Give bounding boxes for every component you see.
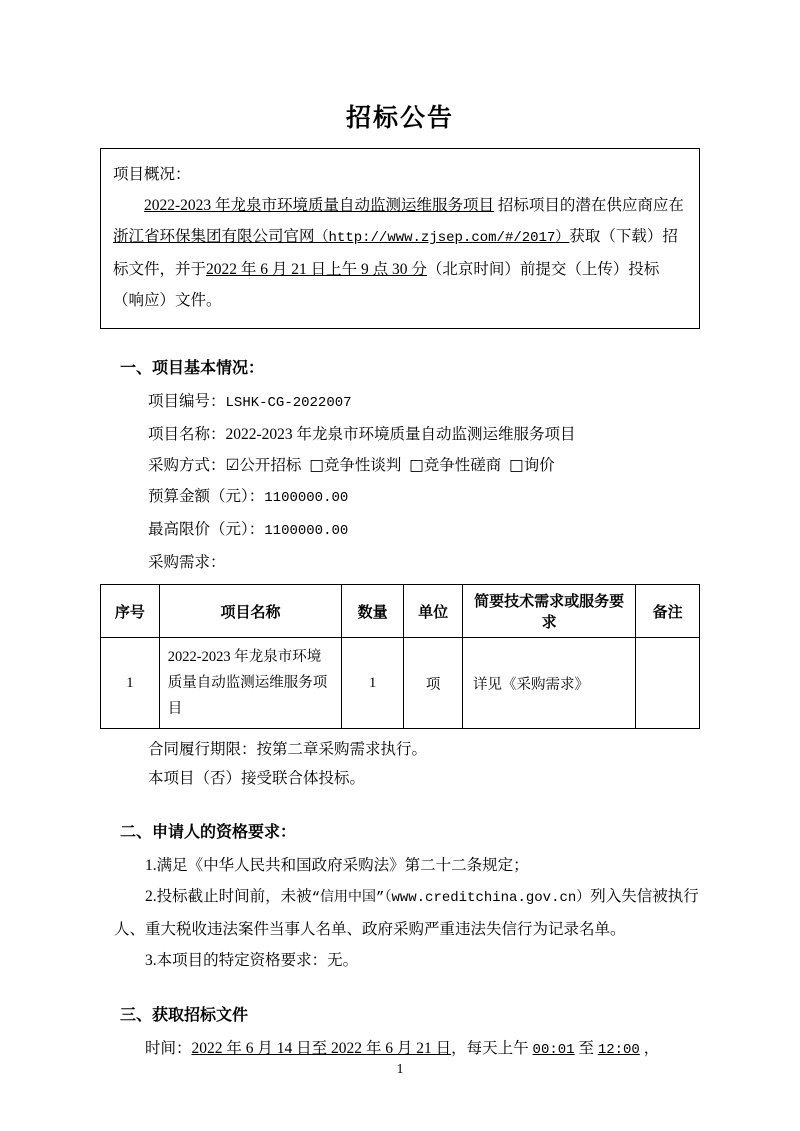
cell-unit: 项 <box>404 638 463 729</box>
project-overview-box <box>100 148 700 329</box>
qualification-item-2 <box>114 881 700 945</box>
field-label: 采购方式： <box>148 457 226 474</box>
time-start: 00:01 <box>532 1042 575 1058</box>
overview-project-name: 2022-2023 年龙泉市环境质量自动监测运维服务项目 <box>144 197 495 214</box>
column-header-note: 备注 <box>636 585 700 638</box>
checkbox-competitive-negotiation[interactable]: □ <box>309 456 324 474</box>
time-tail: ， <box>639 1040 660 1057</box>
field-procurement-method <box>148 450 700 481</box>
qualification-credit-china: “信用中国”（www.creditchina.gov.cn） <box>311 890 591 906</box>
checkbox-open-tender[interactable]: ☑ <box>225 456 240 474</box>
overview-text-7: （北京时间）前提交（上传）投标（响应）文件。 <box>113 261 660 309</box>
checkbox-competitive-consultation[interactable]: □ <box>409 456 424 474</box>
overview-website-url: （http://www.zjsep.com/#/2017） <box>314 230 570 246</box>
cell-note <box>636 638 700 729</box>
field-value: 2022-2023 年龙泉市环境质量自动监测运维服务项目 <box>225 426 576 443</box>
field-label: 最高限价（元）： <box>148 521 265 538</box>
checkbox-label-inquiry: 询价 <box>523 457 555 474</box>
column-header-unit: 单位 <box>404 585 463 638</box>
table-header-row <box>101 585 700 638</box>
field-label: 项目名称： <box>148 426 226 443</box>
overview-deadline: 2022 年 6 月 21 日上午 9 点 30 分 <box>206 261 427 278</box>
page-number: 1 <box>396 1062 404 1077</box>
field-max-price <box>148 514 700 547</box>
column-header-qty: 数量 <box>342 585 404 638</box>
field-project-name <box>148 419 700 450</box>
overview-website-name: 浙江省环保集团有限公司官网 <box>113 228 315 245</box>
checkbox-label-competitive-consultation: 竞争性磋商 <box>423 457 502 474</box>
time-to: 至 <box>574 1040 598 1057</box>
overview-heading: 项目概况： <box>113 166 191 183</box>
contract-terms <box>148 735 700 793</box>
overview-body <box>113 190 687 316</box>
qualification-item-3: 3.本项目的特定资格要求：无。 <box>145 952 359 969</box>
qualification-item-2-part3: 列入失信被执行人、重大税收违法案件当事人名单、政府采购严重违法失信行为记录名单。 <box>114 888 699 938</box>
time-label: 时间： <box>145 1040 192 1057</box>
field-label: 项目编号： <box>148 393 226 410</box>
cell-seq: 1 <box>101 638 160 729</box>
procurement-requirement-table <box>100 584 700 729</box>
overview-text-2: 招标项目的潜在供应商应在 <box>494 197 684 214</box>
time-range: 2022 年 6 月 14 日至 2022 年 6 月 21 日 <box>191 1040 452 1057</box>
cell-tech: 详见《采购需求》 <box>462 638 635 729</box>
checkbox-label-competitive-negotiation: 竞争性谈判 <box>323 457 402 474</box>
document-content <box>100 0 700 1066</box>
field-budget-amount <box>148 481 700 514</box>
contract-duration: 合同履行期限：按第二章采购需求执行。 <box>148 741 428 758</box>
table-row <box>101 638 700 729</box>
qualification-item-1: 1.满足《中华人民共和国政府采购法》第二十二条规定； <box>145 857 529 874</box>
qualification-item-2-part1: 2.投标截止时间前，未被 <box>145 888 312 905</box>
section-1-heading: 一、项目基本情况： <box>120 360 265 377</box>
field-value: 1100000.00 <box>264 523 349 539</box>
page-title: 招标公告 <box>345 104 454 132</box>
cell-qty: 1 <box>342 638 404 729</box>
column-header-seq: 序号 <box>101 585 160 638</box>
time-end: 12:00 <box>597 1042 640 1058</box>
consortium-bid: 本项目（否）接受联合体投标。 <box>148 770 366 787</box>
field-project-number <box>148 386 700 419</box>
overview-text-5: 获取（下载）招标文件，并于 <box>113 228 678 278</box>
checkbox-inquiry[interactable]: □ <box>509 456 524 474</box>
section-2-heading: 二、申请人的资格要求： <box>120 824 297 841</box>
cell-name: 2022-2023 年龙泉市环境质量自动监测运维服务项目 <box>159 638 341 729</box>
section-3-heading: 三、获取招标文件 <box>120 1007 249 1024</box>
column-header-name: 项目名称 <box>159 585 341 638</box>
field-value: 1100000.00 <box>264 490 349 506</box>
section-1-fields <box>148 386 700 578</box>
checkbox-label-open-tender: 公开招标 <box>239 457 302 474</box>
column-header-tech: 简要技术需求或服务要求 <box>462 585 635 638</box>
field-label: 预算金额（元）： <box>148 488 265 505</box>
time-mid: ，每天上午 <box>451 1040 533 1057</box>
field-demand-label: 采购需求： <box>148 554 226 571</box>
field-value: LSHK-CG-2022007 <box>225 395 352 411</box>
